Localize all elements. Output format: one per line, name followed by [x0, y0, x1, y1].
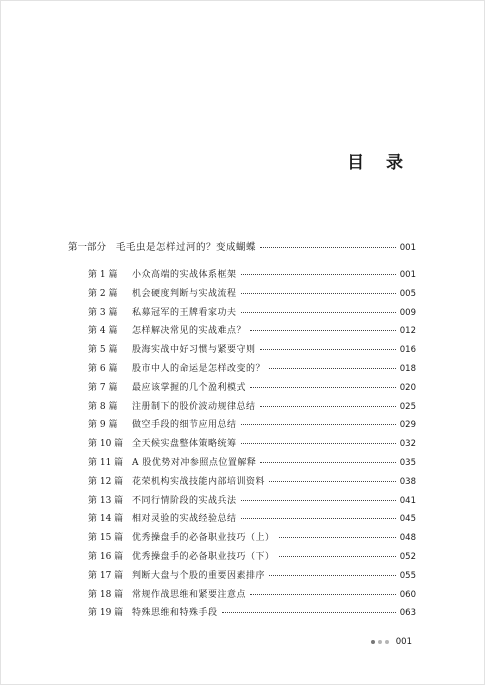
- toc-chapter-entry[interactable]: [88, 380, 416, 396]
- dot-leader: [241, 293, 396, 294]
- footer-dot-icon: [371, 640, 375, 644]
- toc-chapter-entry[interactable]: [88, 323, 416, 339]
- chapter-page: 018: [399, 364, 416, 374]
- chapter-title: 特殊思维和特殊手段: [132, 608, 218, 619]
- chapter-label: 第 7 篇: [88, 382, 118, 393]
- chapter-page: 060: [399, 589, 416, 600]
- dot-leader: [260, 247, 396, 248]
- chapter-page: 048: [399, 533, 416, 544]
- chapter-label: 第 3 篇: [88, 307, 118, 318]
- dot-leader: [250, 594, 396, 595]
- chapter-title: 注册制下的股价波动规律总结: [132, 401, 256, 412]
- toc-chapter-entry[interactable]: [88, 286, 416, 302]
- dot-leader: [260, 462, 395, 463]
- chapter-title: A 股优势对冲参照点位置解释: [132, 458, 257, 468]
- chapter-page: 016: [399, 345, 416, 356]
- chapter-label: 第 15 篇: [88, 533, 124, 544]
- dot-leader: [279, 537, 396, 538]
- footer-dot-icon: [385, 640, 389, 644]
- toc-chapter-entry[interactable]: [88, 474, 416, 490]
- toc-chapter-entry[interactable]: [88, 549, 416, 565]
- chapter-page: 009: [399, 307, 416, 318]
- dot-leader: [269, 481, 396, 482]
- chapter-page: 052: [399, 552, 416, 562]
- chapter-label: 第 9 篇: [88, 420, 118, 431]
- dot-leader: [222, 612, 396, 613]
- chapter-page: 029: [399, 420, 416, 431]
- chapter-label: 第 13 篇: [88, 495, 124, 506]
- chapter-label: 第 8 篇: [88, 401, 118, 412]
- chapter-title: 股海实战中好习惯与紧要守则: [132, 345, 256, 356]
- chapter-page: 012: [399, 326, 416, 337]
- chapter-title: 全天候实盘整体策略统筹: [132, 439, 237, 450]
- chapter-page: 041: [399, 495, 416, 506]
- toc-title: 目 录: [347, 153, 411, 173]
- toc-chapter-entry[interactable]: [88, 455, 416, 471]
- toc-chapter-entry[interactable]: [88, 587, 416, 603]
- dot-leader: [241, 424, 396, 425]
- chapter-label: 第 10 篇: [88, 439, 124, 450]
- chapter-page: 035: [399, 458, 416, 468]
- page-number: 001: [395, 637, 412, 647]
- dot-leader: [241, 518, 396, 519]
- dot-leader: [279, 556, 396, 557]
- page-footer: [371, 637, 412, 647]
- toc-chapter-entry[interactable]: [88, 267, 416, 283]
- chapter-title: 常规作战思维和紧要注意点: [132, 589, 247, 600]
- chapter-title: 私募冠军的王牌看家功夫: [132, 307, 237, 318]
- dot-leader: [269, 575, 396, 576]
- toc-chapter-entry[interactable]: [88, 493, 416, 509]
- dot-leader: [269, 368, 396, 369]
- chapter-label: 第 1 篇: [88, 270, 118, 280]
- chapter-label: 第 12 篇: [88, 476, 124, 487]
- chapter-label: 第 18 篇: [88, 589, 124, 600]
- part-label: 第一部分: [68, 242, 107, 253]
- chapter-title: 做空手段的细节应用总结: [132, 420, 237, 431]
- chapter-page: 055: [399, 570, 416, 581]
- chapter-label: 第 16 篇: [88, 552, 124, 562]
- dot-leader: [241, 443, 396, 444]
- chapter-label: 第 6 篇: [88, 364, 118, 374]
- chapter-label: 第 19 篇: [88, 608, 124, 619]
- part-page: 001: [399, 243, 416, 253]
- dot-leader: [260, 349, 396, 350]
- chapter-title: 股市中人的命运是怎样改变的？: [132, 364, 266, 374]
- chapter-title: 机会硬度判断与实战流程: [132, 288, 237, 299]
- chapter-title: 小众高端的实战体系框架: [132, 270, 237, 280]
- chapter-page: 020: [399, 382, 416, 393]
- toc-chapter-entry[interactable]: [88, 399, 416, 415]
- chapter-title: 怎样解决常见的实战难点？: [132, 326, 247, 337]
- chapter-title: 不同行情阶段的实战兵法: [132, 495, 237, 506]
- chapter-label: 第 11 篇: [88, 458, 124, 468]
- part-title: 毛毛虫是怎样过河的？变成蝴蝶: [116, 242, 257, 253]
- chapter-label: 第 2 篇: [88, 288, 118, 299]
- chapter-page: 032: [399, 439, 416, 450]
- toc-chapter-entry[interactable]: [88, 361, 416, 377]
- dot-leader: [241, 274, 396, 275]
- footer-dot-icon: [378, 640, 382, 644]
- chapter-title: 判断大盘与个股的重要因素排序: [132, 570, 266, 581]
- chapter-page: 038: [399, 476, 416, 487]
- chapter-label: 第 17 篇: [88, 570, 124, 581]
- chapter-title: 花荣机构实战技能内部培训资料: [132, 476, 266, 487]
- toc-chapter-entry[interactable]: [88, 436, 416, 452]
- chapter-label: 第 5 篇: [88, 345, 118, 356]
- toc-part-entry[interactable]: [68, 239, 416, 255]
- chapter-page: 005: [399, 288, 416, 299]
- chapter-label: 第 4 篇: [88, 326, 118, 337]
- chapter-title: 最应该掌握的几个盈利模式: [132, 382, 247, 393]
- toc-chapter-entry[interactable]: [88, 511, 416, 527]
- toc-chapter-entry[interactable]: [88, 605, 416, 621]
- dot-leader: [241, 312, 396, 313]
- chapter-page: 063: [399, 608, 416, 619]
- toc-chapter-entry[interactable]: [88, 305, 416, 321]
- dot-leader: [260, 406, 396, 407]
- toc-chapter-entry[interactable]: [88, 568, 416, 584]
- dot-leader: [241, 500, 396, 501]
- toc-chapter-entry[interactable]: [88, 530, 416, 546]
- chapter-label: 第 14 篇: [88, 514, 124, 525]
- chapter-page: 045: [399, 514, 416, 525]
- dot-leader: [250, 330, 396, 331]
- chapter-page: 025: [399, 401, 416, 412]
- toc-chapter-entry[interactable]: [88, 417, 416, 433]
- dot-leader: [250, 387, 396, 388]
- chapter-title: 优秀操盘手的必备职业技巧（下）: [132, 552, 275, 562]
- toc-chapter-entry[interactable]: [88, 342, 416, 358]
- chapter-page: 001: [399, 270, 416, 280]
- chapter-title: 相对灵验的实战经验总结: [132, 514, 237, 525]
- chapter-title: 优秀操盘手的必备职业技巧（上）: [132, 533, 275, 544]
